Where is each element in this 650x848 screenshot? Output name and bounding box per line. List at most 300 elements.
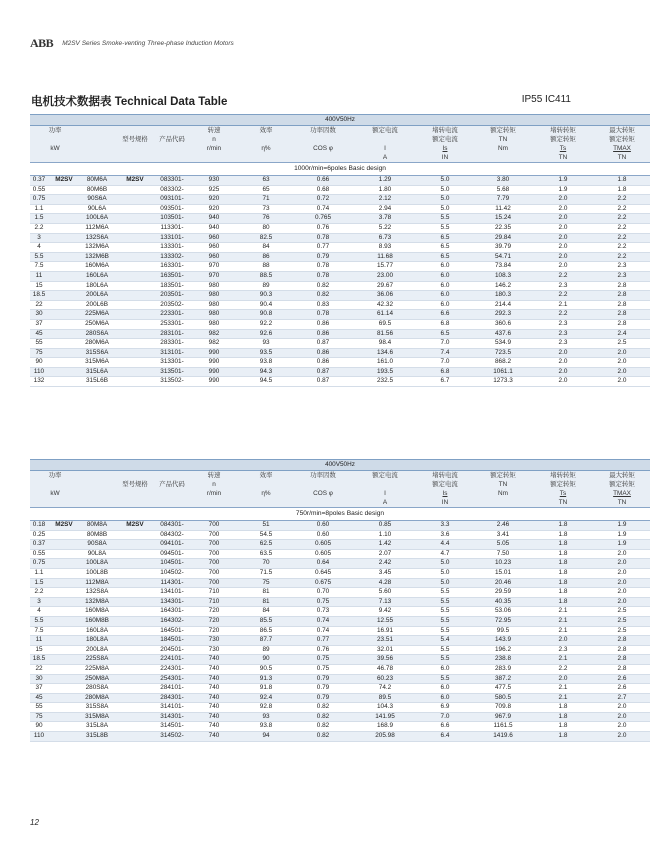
table-cell: 164301- <box>156 607 188 617</box>
table-cell: 76 <box>240 214 292 224</box>
column-header: TMAX <box>594 489 650 498</box>
table-cell: 2.8 <box>594 310 650 320</box>
table-cell: 81.56 <box>354 329 416 339</box>
table-cell: 88 <box>240 262 292 272</box>
table-cell: 1273.3 <box>474 377 532 387</box>
table-cell: 5.5 <box>416 607 474 617</box>
table-cell: 2.0 <box>594 732 650 742</box>
table-cell: 2.0 <box>594 588 650 598</box>
table-cell <box>114 645 156 655</box>
table-cell: 5.5 <box>416 626 474 636</box>
table-cell <box>114 559 156 569</box>
column-header-row <box>30 126 650 136</box>
column-header <box>30 135 80 144</box>
table-cell <box>114 664 156 674</box>
table-cell: 86.5 <box>240 626 292 636</box>
table-cell: 6.5 <box>416 243 474 253</box>
table-cell: 71.5 <box>240 568 292 578</box>
table-cell <box>114 703 156 713</box>
table-row <box>30 559 650 569</box>
table-cell: 1.9 <box>594 530 650 540</box>
table-cell: 2.1 <box>532 655 594 665</box>
table-cell: 1.8 <box>532 559 594 569</box>
table-cell <box>114 578 156 588</box>
table-cell: 990 <box>188 348 240 358</box>
column-header: COS φ <box>292 489 354 498</box>
table-cell: 0.77 <box>292 243 354 253</box>
table-cell: 2.2 <box>30 223 48 233</box>
table-cell: 54.71 <box>474 252 532 262</box>
table-cell: 39.79 <box>474 243 532 253</box>
table-cell: 387.2 <box>474 674 532 684</box>
table-cell: 2.8 <box>594 300 650 310</box>
design-band <box>30 163 650 176</box>
table-cell: 23.00 <box>354 271 416 281</box>
table-cell <box>114 655 156 665</box>
table-cell: 1.5 <box>30 578 48 588</box>
table-cell: 0.77 <box>292 636 354 646</box>
table-cell: 160L8A <box>80 626 114 636</box>
table-cell: 315L8B <box>80 732 114 742</box>
column-header: 转速 <box>188 471 240 481</box>
table-cell <box>48 664 80 674</box>
table-cell: 980 <box>188 319 240 329</box>
table-cell: 100L8A <box>80 559 114 569</box>
column-header: I <box>354 144 416 153</box>
table-cell: 133101- <box>156 233 188 243</box>
table-cell: 280M8A <box>80 693 114 703</box>
table-cell: 094501- <box>156 549 188 559</box>
table-cell: 0.765 <box>292 214 354 224</box>
table-cell: 2.8 <box>594 655 650 665</box>
table-cell <box>114 319 156 329</box>
table-cell: 5.5 <box>416 588 474 598</box>
column-header: 功率 <box>30 126 80 136</box>
table-cell: 6.0 <box>416 693 474 703</box>
table-cell: 967.9 <box>474 712 532 722</box>
table-cell: 160M8A <box>80 607 114 617</box>
column-header: 最大转矩 <box>594 126 650 136</box>
table-cell: 700 <box>188 530 240 540</box>
table-cell: 284301- <box>156 693 188 703</box>
table-cell: 315S6A <box>80 348 114 358</box>
table-cell: 180L6A <box>80 281 114 291</box>
table-cell <box>48 568 80 578</box>
table-cell: 204501- <box>156 645 188 655</box>
table-row <box>30 262 650 272</box>
column-header <box>240 135 292 144</box>
table-cell: 132M6A <box>80 243 114 253</box>
table-cell: 2.0 <box>532 348 594 358</box>
table-cell: 1.8 <box>532 722 594 732</box>
table-cell: 960 <box>188 243 240 253</box>
table-cell: 5.5 <box>416 645 474 655</box>
table-row <box>30 703 650 713</box>
table-cell: 920 <box>188 204 240 214</box>
table-cell: 90.3 <box>240 291 292 301</box>
table-cell: 6.5 <box>416 233 474 243</box>
table-cell: 2.07 <box>354 549 416 559</box>
table-cell: 740 <box>188 703 240 713</box>
table-cell: 2.0 <box>532 214 594 224</box>
table-cell: 7.0 <box>416 339 474 349</box>
table-cell: 1.8 <box>532 732 594 742</box>
table-cell: 81 <box>240 588 292 598</box>
table-cell: 313101- <box>156 348 188 358</box>
table-cell: 2.1 <box>532 300 594 310</box>
table-cell: 91.3 <box>240 674 292 684</box>
column-header: TN <box>474 135 532 144</box>
table-cell: 868.2 <box>474 358 532 368</box>
table-cell <box>48 559 80 569</box>
table-cell: 225S8A <box>80 655 114 665</box>
column-header <box>80 489 114 498</box>
table-cell: 3.6 <box>416 530 474 540</box>
column-header <box>156 153 188 163</box>
table-cell: 2.8 <box>594 291 650 301</box>
table-cell: 90 <box>240 655 292 665</box>
table-row <box>30 339 650 349</box>
table-cell: 2.2 <box>532 271 594 281</box>
table-cell: 700 <box>188 549 240 559</box>
table-cell: 6.0 <box>416 300 474 310</box>
table-cell: 7.5 <box>30 262 48 272</box>
table-cell: 980 <box>188 291 240 301</box>
table-cell: 3 <box>30 233 48 243</box>
table-cell: 134101- <box>156 588 188 598</box>
table-cell: 132M8A <box>80 597 114 607</box>
table-cell: 90.8 <box>240 310 292 320</box>
table-cell: 1.8 <box>532 568 594 578</box>
table-cell: 990 <box>188 377 240 387</box>
table-cell: 0.75 <box>292 597 354 607</box>
table-cell <box>48 549 80 559</box>
table-cell: 80M8B <box>80 530 114 540</box>
table-cell: 184501- <box>156 636 188 646</box>
table-cell: 1.10 <box>354 530 416 540</box>
table-cell <box>48 367 80 377</box>
table-cell: 29.67 <box>354 281 416 291</box>
table-cell: 5.5 <box>30 252 48 262</box>
column-header <box>156 498 188 508</box>
table-cell: 2.0 <box>532 223 594 233</box>
table-cell: 7.79 <box>474 195 532 205</box>
table-cell: 104502- <box>156 568 188 578</box>
table-cell: 200L6B <box>80 300 114 310</box>
column-header: 堵转转矩 <box>532 126 594 136</box>
table-cell: 232.5 <box>354 377 416 387</box>
table-cell: 93 <box>240 339 292 349</box>
table-cell: 200L8A <box>80 645 114 655</box>
table-cell: 6.5 <box>416 252 474 262</box>
table-cell: 22 <box>30 664 48 674</box>
column-header <box>240 498 292 508</box>
table-cell: 2.3 <box>532 329 594 339</box>
column-header <box>354 135 416 144</box>
table-cell: 1.5 <box>30 214 48 224</box>
column-header <box>114 471 156 481</box>
table-cell: 5.0 <box>416 559 474 569</box>
column-header: 额定电流 <box>354 471 416 481</box>
table-cell: 292.3 <box>474 310 532 320</box>
table-cell <box>48 252 80 262</box>
column-header: r/min <box>188 489 240 498</box>
table-cell: 2.0 <box>532 367 594 377</box>
table-cell: 75 <box>30 712 48 722</box>
table-cell: 1.80 <box>354 185 416 195</box>
table-cell: 2.5 <box>594 339 650 349</box>
column-header: η% <box>240 144 292 153</box>
table-cell: 0.74 <box>292 626 354 636</box>
table-cell: 54.5 <box>240 530 292 540</box>
table-cell: 083301- <box>156 176 188 186</box>
table-cell: 11.42 <box>474 204 532 214</box>
column-header <box>114 126 156 136</box>
table-row <box>30 329 650 339</box>
table-cell: 283301- <box>156 339 188 349</box>
table-cell: 94.5 <box>240 377 292 387</box>
table-cell: 2.7 <box>594 693 650 703</box>
table-cell: 0.675 <box>292 578 354 588</box>
column-header: 功率 <box>30 471 80 481</box>
table-cell <box>48 540 80 550</box>
table-cell: 10.23 <box>474 559 532 569</box>
table-cell <box>114 367 156 377</box>
table-cell: 1.8 <box>532 521 594 531</box>
table-cell: 163301- <box>156 262 188 272</box>
table-cell: 5.5 <box>416 655 474 665</box>
table-cell: 2.2 <box>594 233 650 243</box>
table-cell: 51 <box>240 521 292 531</box>
table-cell: 225M6A <box>80 310 114 320</box>
column-header: 额定转矩 <box>594 480 650 489</box>
table-cell: 2.2 <box>532 291 594 301</box>
table-cell: 0.82 <box>292 291 354 301</box>
table-row <box>30 223 650 233</box>
table-cell: 2.1 <box>532 626 594 636</box>
table-cell: 0.55 <box>30 185 48 195</box>
column-header: kW <box>30 144 80 153</box>
table-cell: 90S8A <box>80 540 114 550</box>
table-cell: 2.0 <box>532 636 594 646</box>
table-cell: 87.7 <box>240 636 292 646</box>
table-cell: 2.2 <box>532 664 594 674</box>
table-cell: 55 <box>30 703 48 713</box>
table-cell: 5.5 <box>416 616 474 626</box>
table-cell: 196.2 <box>474 645 532 655</box>
table-cell: 2.0 <box>532 233 594 243</box>
table-cell: 0.75 <box>292 655 354 665</box>
table-cell: 093501- <box>156 204 188 214</box>
table-cell <box>114 616 156 626</box>
table-row <box>30 540 650 550</box>
column-header: A <box>354 498 416 508</box>
table-cell: 98.4 <box>354 339 416 349</box>
table-cell: 6.7 <box>416 377 474 387</box>
table-cell: 730 <box>188 645 240 655</box>
table-cell: 53.06 <box>474 607 532 617</box>
column-header <box>30 153 80 163</box>
table-cell: 280M6A <box>80 339 114 349</box>
table-cell: M2SV <box>48 176 80 186</box>
column-header: Nm <box>474 144 532 153</box>
table-cell: 313301- <box>156 358 188 368</box>
table-cell: 1.9 <box>532 176 594 186</box>
table-cell <box>114 348 156 358</box>
column-header <box>114 153 156 163</box>
column-header: 额定转矩 <box>594 135 650 144</box>
table-cell <box>114 291 156 301</box>
table-cell: 093101- <box>156 195 188 205</box>
table-cell: 253301- <box>156 319 188 329</box>
table-cell: 203501- <box>156 291 188 301</box>
table-cell: 980 <box>188 281 240 291</box>
table-row <box>30 271 650 281</box>
column-header <box>114 489 156 498</box>
column-header <box>80 126 114 136</box>
table-cell: 46.78 <box>354 664 416 674</box>
table-cell: 2.5 <box>594 616 650 626</box>
table-cell <box>114 693 156 703</box>
table-cell: 2.1 <box>532 684 594 694</box>
table-cell: 0.79 <box>292 684 354 694</box>
table-cell: 0.82 <box>292 722 354 732</box>
column-header <box>292 498 354 508</box>
table-cell: 94 <box>240 732 292 742</box>
table-cell <box>48 319 80 329</box>
table-cell <box>114 223 156 233</box>
table-cell <box>48 645 80 655</box>
table-cell: 2.3 <box>594 262 650 272</box>
table-cell: 2.0 <box>594 578 650 588</box>
column-header <box>30 498 80 508</box>
table-cell: 5.0 <box>416 204 474 214</box>
table-cell <box>114 607 156 617</box>
table-cell: 360.6 <box>474 319 532 329</box>
table-cell: 60.23 <box>354 674 416 684</box>
table-cell: 11 <box>30 636 48 646</box>
table-row <box>30 636 650 646</box>
table-cell: 5.05 <box>474 540 532 550</box>
table-cell: 6.0 <box>416 281 474 291</box>
table-cell: 9.42 <box>354 607 416 617</box>
table-cell: 700 <box>188 578 240 588</box>
table-row <box>30 597 650 607</box>
table-cell <box>114 358 156 368</box>
table-cell: 2.6 <box>594 674 650 684</box>
table-cell: 6.8 <box>416 367 474 377</box>
table-row <box>30 616 650 626</box>
table-cell: 29.59 <box>474 588 532 598</box>
table-cell: 0.79 <box>292 252 354 262</box>
table-cell: 2.2 <box>30 588 48 598</box>
column-header: A <box>354 153 416 163</box>
table-cell: 6.5 <box>416 329 474 339</box>
table-cell: 7.13 <box>354 597 416 607</box>
table-cell: 2.5 <box>594 626 650 636</box>
table-cell: 238.8 <box>474 655 532 665</box>
table-cell: 0.86 <box>292 348 354 358</box>
table-cell: 2.1 <box>532 616 594 626</box>
table-cell <box>48 214 80 224</box>
table-cell: 709.8 <box>474 703 532 713</box>
table-cell: 700 <box>188 568 240 578</box>
table-cell: 32.01 <box>354 645 416 655</box>
column-header <box>156 126 188 136</box>
table-cell <box>48 674 80 684</box>
table-cell: 61.14 <box>354 310 416 320</box>
table-cell: 2.0 <box>594 358 650 368</box>
table-row <box>30 655 650 665</box>
table-cell: 314301- <box>156 712 188 722</box>
table-cell: 6.8 <box>416 319 474 329</box>
table-cell: 12.55 <box>354 616 416 626</box>
table-cell: 730 <box>188 636 240 646</box>
table-cell <box>114 549 156 559</box>
column-header <box>156 471 188 481</box>
table-cell: 0.72 <box>292 195 354 205</box>
table-row <box>30 348 650 358</box>
table-cell: 0.86 <box>292 319 354 329</box>
table-cell: 6.6 <box>416 310 474 320</box>
table-cell: 1.9 <box>594 540 650 550</box>
table-cell: 161.0 <box>354 358 416 368</box>
table-cell: 2.6 <box>594 684 650 694</box>
table-cell: 1.8 <box>532 703 594 713</box>
table-cell <box>114 712 156 722</box>
table-cell: 2.0 <box>532 243 594 253</box>
column-header: TN <box>532 153 594 163</box>
table-cell: 990 <box>188 358 240 368</box>
table-cell: 0.87 <box>292 367 354 377</box>
table-cell: 100L8B <box>80 568 114 578</box>
table-cell: 720 <box>188 616 240 626</box>
table-cell: 180L8A <box>80 636 114 646</box>
table-cell: 250M6A <box>80 319 114 329</box>
table-cell: 7.50 <box>474 549 532 559</box>
table-cell: M2SV <box>114 521 156 531</box>
table-cell: 0.78 <box>292 262 354 272</box>
table-cell <box>114 626 156 636</box>
table-cell: 0.82 <box>292 281 354 291</box>
column-header-row <box>30 144 650 153</box>
table-cell: 1.29 <box>354 176 416 186</box>
table-cell: 2.3 <box>532 281 594 291</box>
table-cell: 6.73 <box>354 233 416 243</box>
table-cell <box>114 233 156 243</box>
table-cell: 40.35 <box>474 597 532 607</box>
table-cell: 89 <box>240 645 292 655</box>
table-cell: 960 <box>188 252 240 262</box>
table-cell: 3.45 <box>354 568 416 578</box>
page-title: 电机技术数据表 Technical Data Table <box>31 96 228 108</box>
technical-data-table-8pole <box>30 459 650 742</box>
table-cell: 160M8B <box>80 616 114 626</box>
table-cell: 0.85 <box>354 521 416 531</box>
table-cell: 5.5 <box>30 616 48 626</box>
table-cell: 164302- <box>156 616 188 626</box>
table-cell: 1.8 <box>532 578 594 588</box>
table-cell: 6.0 <box>416 262 474 272</box>
table-cell: 2.0 <box>532 195 594 205</box>
table-cell: 2.3 <box>532 319 594 329</box>
column-header: 型号规格 <box>114 480 156 489</box>
table-cell: 0.605 <box>292 540 354 550</box>
table-cell: 0.64 <box>292 559 354 569</box>
table-cell: 223301- <box>156 310 188 320</box>
table-cell: 1.9 <box>532 185 594 195</box>
table-cell: 437.6 <box>474 329 532 339</box>
